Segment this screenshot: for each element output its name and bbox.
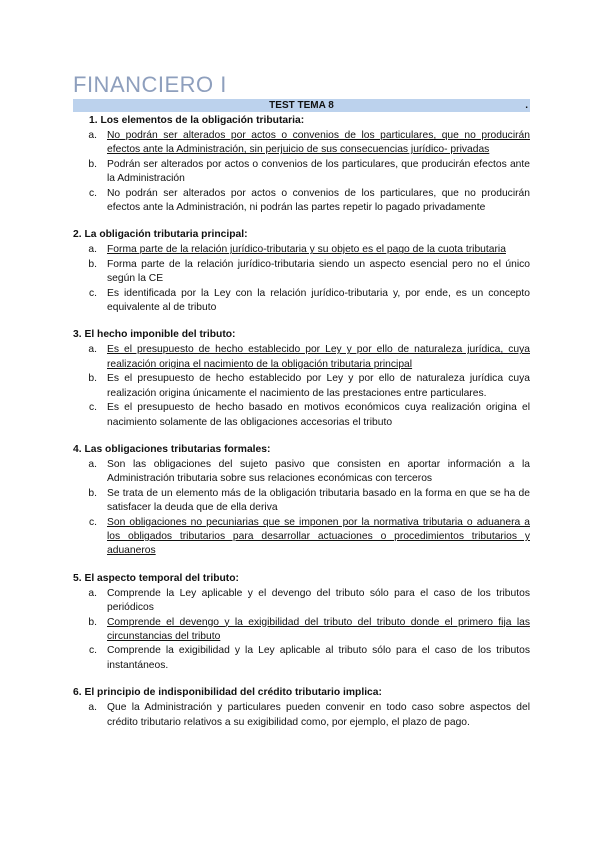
document-title: FINANCIERO I: [73, 72, 227, 97]
option-letter: b.: [88, 616, 97, 628]
question-title: 1. Los elementos de la obligación tributaria:: [89, 115, 305, 126]
answer-option: [73, 458, 530, 487]
option-letter: a.: [88, 587, 97, 599]
option-text: Comprende el devengo y la exigibilidad del tributo del tributo donde el primero fija las circunstancias del tributo: [107, 616, 530, 642]
option-text: Es identificada por la Ley con la relación jurídico-tributaria y, por ende, es un concepto equivalente al de tributo: [107, 287, 530, 314]
answer-option: [73, 401, 530, 430]
question-list: [73, 114, 530, 743]
question-1: [73, 114, 530, 215]
answer-option-correct: [73, 129, 530, 158]
option-letter: b.: [88, 487, 97, 499]
option-text: Se trata de un elemento más de la obligación tributaria basado en la forma en que se ha de satisfacer la deuda que de ella deriva: [107, 487, 530, 514]
question-5: [73, 572, 530, 673]
option-text: Son obligaciones no pecuniarias que se imponen por la normativa tributaria o aduanera a los obligados tributarios para desarrollar actuaciones o procedimientos tributarios y aduaneros: [107, 516, 530, 557]
option-text: Comprende la exigibilidad y la Ley aplicable al tributo sólo para el caso de los tributos instantáneos.: [107, 645, 530, 671]
option-letter: c.: [88, 402, 97, 414]
question-title: 4. Las obligaciones tributarias formales:: [73, 443, 271, 455]
option-text: Forma parte de la relación jurídico-tributaria y su objeto es el pago de la cuota tributaria: [107, 244, 506, 256]
option-letter: c.: [88, 287, 97, 299]
option-text: No podrán ser alterados por actos o convenios de los particulares, que no producirán efectos ante la Administración, sin perjuicio de sus consecuencias jurídico- privadas: [107, 130, 530, 156]
answer-option: [73, 287, 530, 316]
test-header-bar: [73, 99, 530, 112]
option-text: No podrán ser alterados por actos o convenios de los particulares, que no producirán efectos ante la Administración, ni podrán las partes repetir lo pagado privadamente: [107, 187, 530, 214]
question-2: [73, 228, 530, 315]
answer-option: [73, 587, 530, 616]
test-trailing-mark: .: [525, 100, 528, 111]
option-text: Podrán ser alterados por actos o convenios de los particulares, que producirán efectos ante la Administración: [107, 158, 530, 185]
question-title: 3. El hecho imponible del tributo:: [73, 329, 236, 341]
answer-option: [73, 701, 530, 730]
answer-option-correct: [73, 616, 530, 645]
answer-option-correct: [73, 243, 530, 257]
option-letter: c.: [88, 187, 97, 199]
answer-option: [73, 187, 530, 216]
option-letter: a.: [88, 244, 97, 256]
answer-option-correct: [73, 516, 530, 559]
option-letter: b.: [88, 158, 97, 170]
option-letter: c.: [88, 645, 97, 657]
answer-option: [73, 258, 530, 287]
option-text: Que la Administración y particulares pueden convenir en todo caso sobre aspectos del crédito tributario relativos a su exigibilidad como, por ejemplo, el plazo de pago.: [107, 702, 530, 728]
option-text: Es el presupuesto de hecho establecido por Ley y por ello de naturaleza jurídica cuya realización origina únicamente el nacimiento de las prestaciones entre particulares.: [107, 373, 530, 399]
question-6: [73, 686, 530, 730]
option-text: Comprende la Ley aplicable y el devengo del tributo sólo para el caso de los tributos periódicos: [107, 587, 530, 614]
option-letter: b.: [88, 373, 97, 385]
answer-option: [73, 487, 530, 516]
answer-option: [73, 158, 530, 187]
answer-option-correct: [73, 343, 530, 372]
option-letter: a.: [88, 344, 97, 356]
option-letter: a.: [88, 702, 97, 714]
question-title: 5. El aspecto temporal del tributo:: [73, 572, 239, 584]
test-label: TEST TEMA 8: [269, 100, 334, 111]
answer-option: [73, 372, 530, 401]
option-text: Es el presupuesto de hecho basado en motivos económicos cuya realización origina el nacimiento solamente de las obligaciones accesorias el tributo: [107, 402, 530, 428]
option-text: Forma parte de la relación jurídico-tributaria siendo un aspecto esencial pero no el único según la CE: [107, 258, 530, 285]
question-4: [73, 443, 530, 559]
option-letter: b.: [88, 258, 97, 270]
option-letter: a.: [88, 130, 97, 141]
question-title: 6. El principio de indisponibilidad del crédito tributario implica:: [73, 687, 382, 699]
option-text: Es el presupuesto de hecho establecido por Ley y por ello de naturaleza jurídica, cuya realización origina el nacimiento de la obligación tributaria principal: [107, 344, 530, 370]
question-3: [73, 328, 530, 429]
question-title: 2. La obligación tributaria principal:: [73, 229, 248, 241]
option-letter: a.: [88, 458, 97, 470]
option-letter: c.: [88, 516, 97, 528]
option-text: Son las obligaciones del sujeto pasivo que consisten en aportar información a la Administración tributaria sobre sus relaciones económicas con terceros: [107, 458, 530, 485]
answer-option: [73, 644, 530, 673]
